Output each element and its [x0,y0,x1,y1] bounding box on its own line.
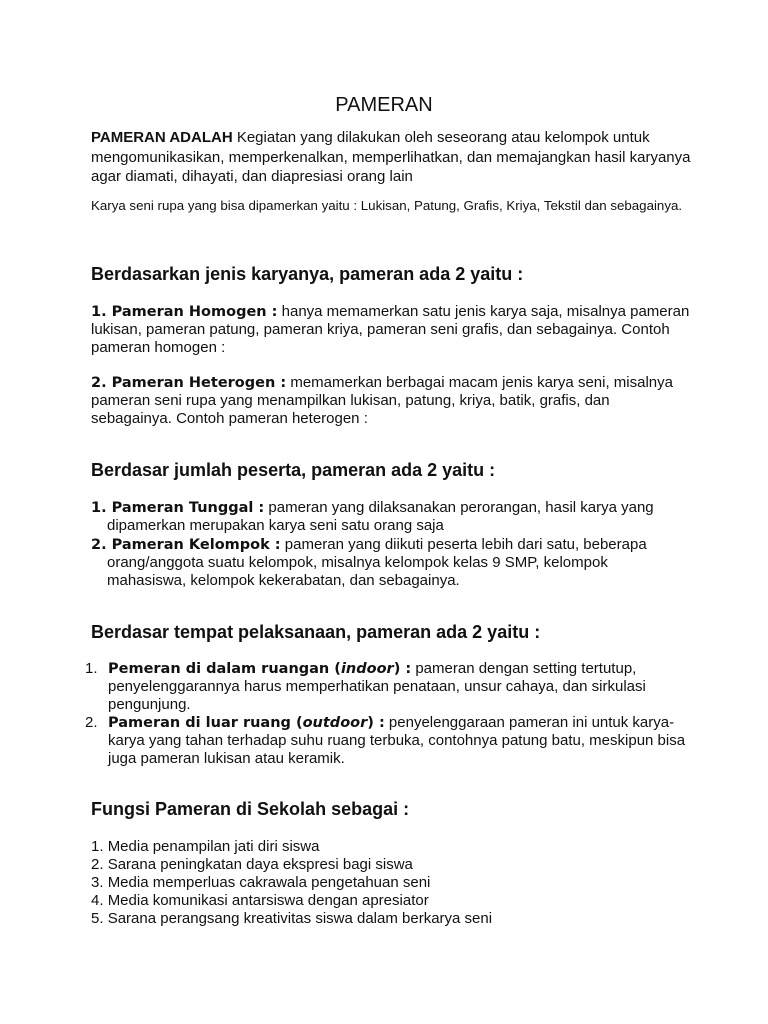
list-item-pameran-kelompok [91,536,711,590]
item-text: penyelenggaraan pameran ini untuk karya-karya yang tahan terhadap suhu ruang terbuka, contohnya patung batu, meskipun bisa juga pameran lukisan atau keramik. [108,714,686,767]
list-item: 5. Sarana perangsang kreativitas siswa dalam berkarya seni [91,910,493,927]
fungsi-pameran-list [91,838,691,928]
item-label: Pemeran di dalam ruangan (indoor) : [108,661,412,677]
item-first-line [91,499,711,517]
artwork-types-note: Karya seni rupa yang bisa dipamerkan yaitu : Lukisan, Patung, Grafis, Kriya, Tekstil dan sebagainya. [91,198,683,213]
list-item: 1. Media penampilan jati diri siswa [91,838,320,855]
item-text: pameran yang dilaksanakan perorangan, hasil karya yang [264,499,654,516]
list-item-pameran-heterogen [91,374,691,428]
item-continuation: orang/anggota suatu kelompok, misalnya kelompok kelas 9 SMP, kelompok mahasiswa, kelompok kekerabatan, dan sebagainya. [107,554,608,589]
section-heading-jenis-karya: Berdasarkan jenis karyanya, pameran ada 2 yaitu : [91,264,524,284]
item-label: 1. Pameran Tunggal : [91,500,265,516]
item-text: pameran dengan setting tertutup, penyelenggarannya harus memperhatikan penataan, unsur cahaya, dan sirkulasi pengunjung. [108,660,646,713]
item-continuation: dipamerkan merupakan karya seni satu orang saja [107,517,444,534]
page-title: PAMERAN [335,94,433,116]
section-heading-tempat-pelaksanaan: Berdasar tempat pelaksanaan, pameran ada 2 yaitu : [91,622,541,642]
intro-lead: PAMERAN ADALAH [91,129,233,146]
item-body [108,714,698,768]
item-number: 1. [85,660,98,677]
list-item-pameran-homogen [91,303,691,357]
list-item-pameran-indoor [0,659,768,713]
intro-paragraph [91,128,691,187]
item-text: memamerkan berbagai macam jenis karya seni, misalnya pameran seni rupa yang menampilkan lukisan, patung, kriya, batik, grafis, dan sebagainya. Contoh pameran heterogen : [91,374,673,427]
item-body [108,660,698,714]
item-label: 2. Pameran Heterogen : [91,375,287,391]
item-text: hanya memamerkan satu jenis karya saja, misalnya pameran lukisan, pameran patung, pameran kriya, pameran seni grafis, dan sebagainya. Contoh pameran homogen : [91,303,690,356]
list-item: 2. Sarana peningkatan daya ekspresi bagi siswa [91,856,413,873]
list-item-pameran-tunggal [91,499,711,535]
item-label: 2. Pameran Kelompok : [91,537,281,553]
intro-text: Kegiatan yang dilakukan oleh seseorang atau kelompok untuk mengomunikasikan, memperkenalkan, memperlihatkan, dan memajangkan hasil karyanya agar diamati, dihayati, dan diapresiasi orang lain [91,129,691,185]
item-text: pameran yang diikuti peserta lebih dari satu, beberapa [280,536,647,553]
item-label: Pameran di luar ruang (outdoor) : [108,715,385,731]
list-item: 4. Media komunikasi antarsiswa dengan apresiator [91,892,429,909]
section-heading-jumlah-peserta: Berdasar jumlah peserta, pameran ada 2 yaitu : [91,460,496,480]
item-label: 1. Pameran Homogen : [91,304,278,320]
list-item-pameran-outdoor [0,713,768,767]
section-heading-fungsi-pameran: Fungsi Pameran di Sekolah sebagai : [91,799,410,819]
list-item: 3. Media memperluas cakrawala pengetahuan seni [91,874,431,891]
item-number: 2. [85,714,98,731]
item-first-line [91,536,711,554]
